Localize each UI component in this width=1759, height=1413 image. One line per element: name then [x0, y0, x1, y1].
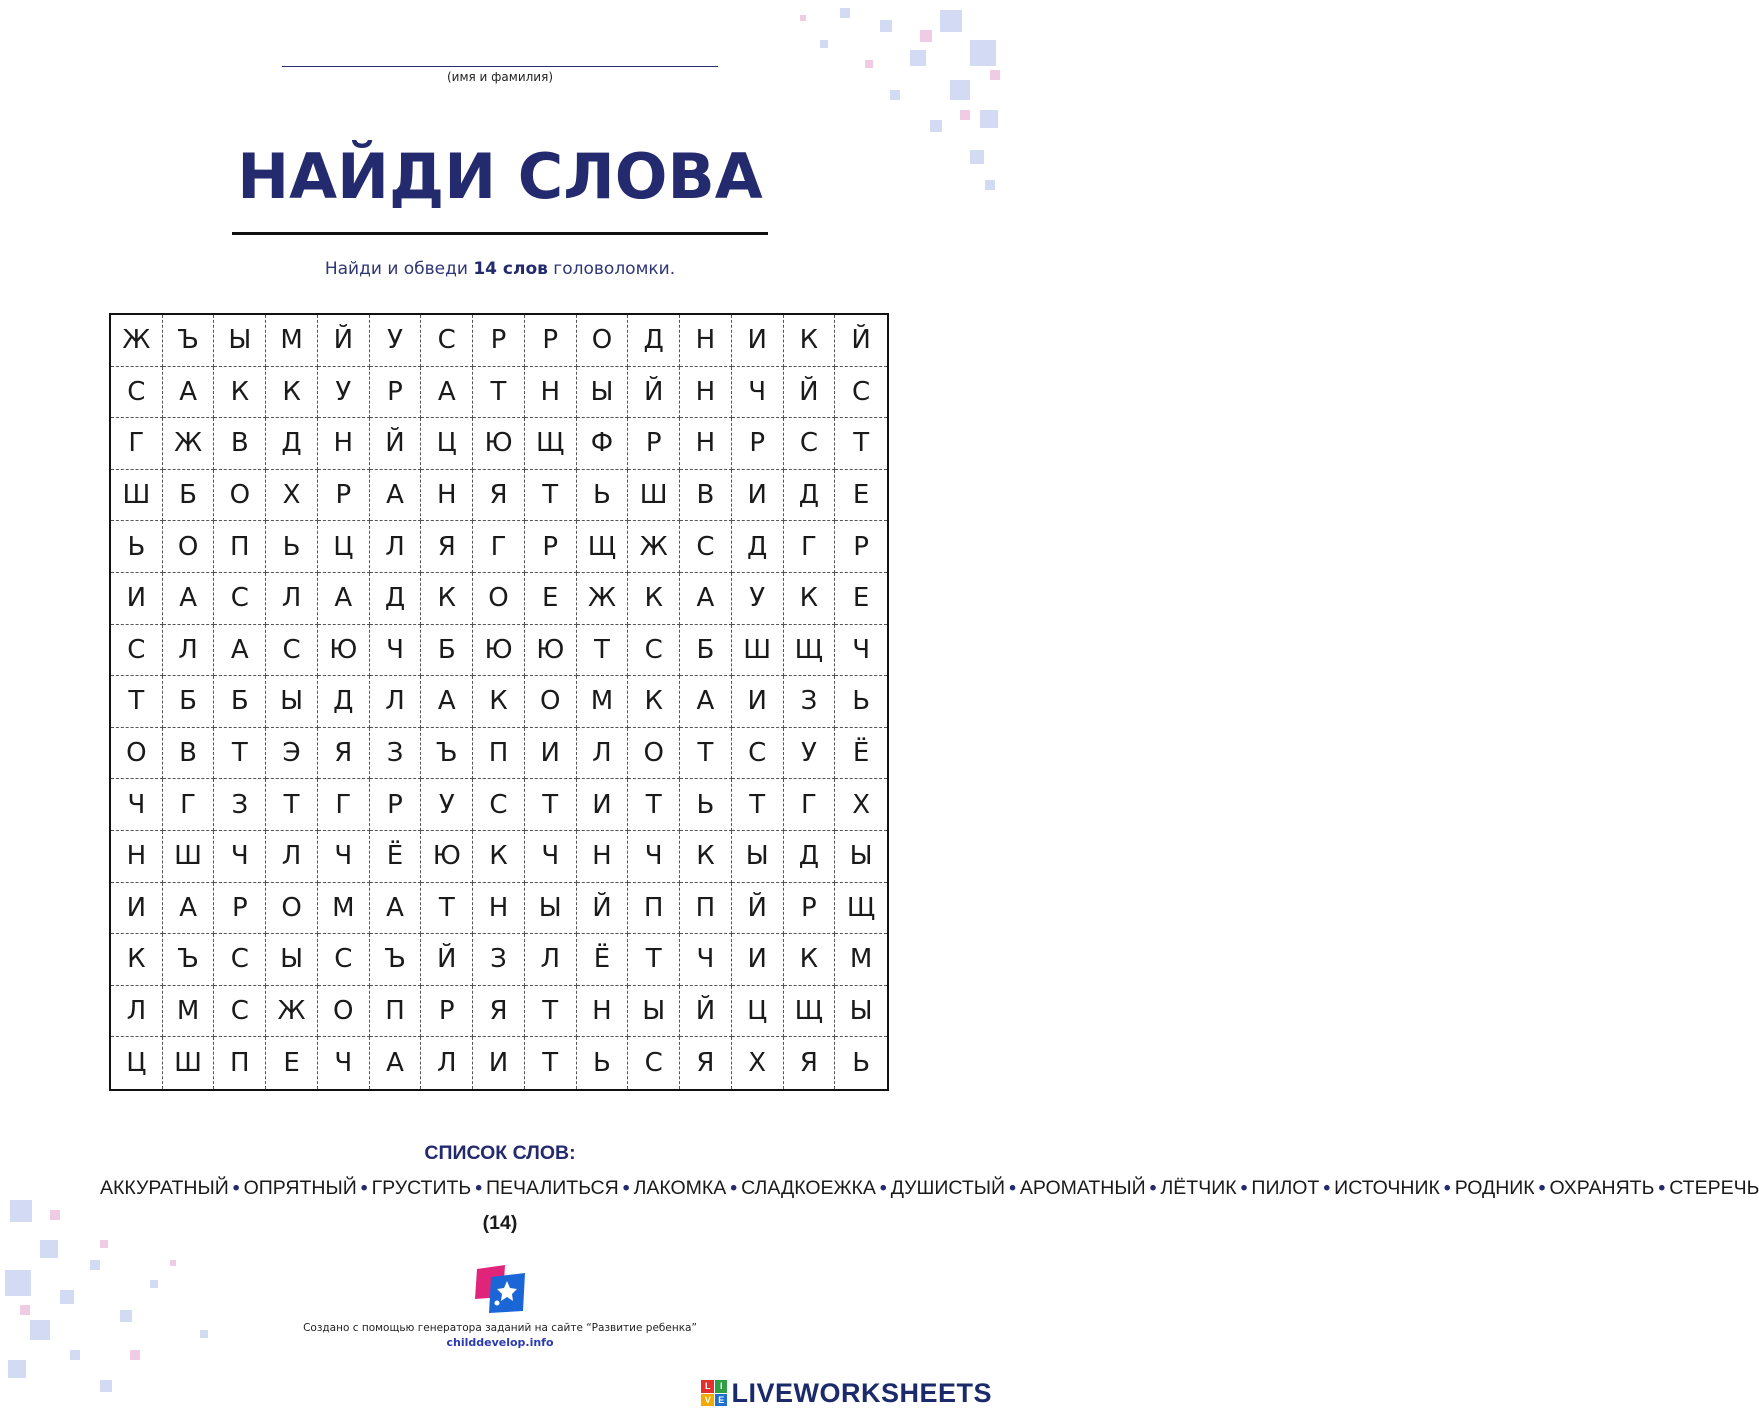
word-list-item: ОХРАНЯТЬ	[1549, 1177, 1655, 1199]
grid-cell[interactable]: А	[680, 676, 732, 728]
grid-cell[interactable]: Б	[163, 470, 215, 522]
grid-cell[interactable]: Н	[318, 418, 370, 470]
grid-cell[interactable]: О	[577, 315, 629, 367]
word-separator: •	[1009, 1177, 1016, 1199]
word-separator: •	[1323, 1177, 1331, 1199]
grid-cell[interactable]: О	[525, 676, 577, 728]
grid-cell[interactable]: Ы	[835, 831, 887, 883]
grid-cell[interactable]: Ч	[318, 1037, 370, 1089]
grid-cell[interactable]: А	[421, 676, 473, 728]
grid-cell[interactable]: Р	[370, 367, 422, 419]
grid-cell[interactable]: К	[628, 676, 680, 728]
grid-cell[interactable]: Л	[525, 934, 577, 986]
grid-cell[interactable]: Х	[835, 779, 887, 831]
grid-cell[interactable]: Е	[266, 1037, 318, 1089]
grid-cell[interactable]: Я	[473, 986, 525, 1038]
grid-cell[interactable]: Ж	[628, 521, 680, 573]
grid-cell[interactable]: Т	[421, 883, 473, 935]
grid-cell[interactable]: С	[784, 418, 836, 470]
grid-cell[interactable]: С	[835, 367, 887, 419]
liveworksheets-brand[interactable]	[701, 1376, 992, 1410]
grid-cell[interactable]: Х	[732, 1037, 784, 1089]
grid-cell[interactable]: Х	[266, 470, 318, 522]
grid-cell[interactable]: Ь	[577, 1037, 629, 1089]
grid-cell[interactable]: И	[577, 779, 629, 831]
grid-cell[interactable]: Ъ	[421, 728, 473, 780]
grid-cell[interactable]: Ч	[628, 831, 680, 883]
grid-cell[interactable]: М	[163, 986, 215, 1038]
grid-cell[interactable]: Й	[732, 883, 784, 935]
grid-cell[interactable]: М	[577, 676, 629, 728]
grid-cell[interactable]: Ё	[577, 934, 629, 986]
grid-cell[interactable]: А	[163, 573, 215, 625]
grid-cell[interactable]: К	[680, 831, 732, 883]
grid-cell[interactable]: Т	[111, 676, 163, 728]
grid-cell[interactable]: Я	[473, 470, 525, 522]
grid-cell[interactable]: Ж	[163, 418, 215, 470]
grid-cell[interactable]: О	[628, 728, 680, 780]
grid-cell[interactable]: Т	[473, 367, 525, 419]
grid-cell[interactable]: З	[214, 779, 266, 831]
name-caption: (имя и фамилия)	[446, 70, 553, 84]
grid-cell[interactable]: И	[732, 934, 784, 986]
grid-cell[interactable]: Я	[680, 1037, 732, 1089]
grid-cell[interactable]: К	[214, 367, 266, 419]
grid-cell[interactable]: Ч	[214, 831, 266, 883]
grid-cell[interactable]: О	[318, 986, 370, 1038]
grid-cell[interactable]: Ь	[111, 521, 163, 573]
grid-cell[interactable]: Л	[163, 625, 215, 677]
word-list-item: ПИЛОТ	[1251, 1177, 1320, 1199]
grid-cell[interactable]: Ш	[732, 625, 784, 677]
grid-cell[interactable]: Е	[525, 573, 577, 625]
grid-cell[interactable]: Л	[111, 986, 163, 1038]
grid-cell[interactable]: Н	[680, 418, 732, 470]
grid-cell[interactable]: И	[525, 728, 577, 780]
grid-cell[interactable]: Ж	[111, 315, 163, 367]
grid-cell[interactable]: У	[370, 315, 422, 367]
grid-cell[interactable]: С	[214, 573, 266, 625]
grid-cell[interactable]: О	[266, 883, 318, 935]
grid-cell[interactable]: П	[370, 986, 422, 1038]
word-list-item: ОПРЯТНЫЙ	[243, 1177, 357, 1199]
grid-cell[interactable]: Ю	[421, 831, 473, 883]
grid-cell[interactable]: Ц	[732, 986, 784, 1038]
grid-cell[interactable]: Ы	[732, 831, 784, 883]
grid-cell[interactable]: А	[214, 625, 266, 677]
grid-cell[interactable]: Т	[577, 625, 629, 677]
grid-cell[interactable]: Н	[473, 883, 525, 935]
grid-cell[interactable]: И	[111, 883, 163, 935]
grid-cell[interactable]: У	[732, 573, 784, 625]
grid-cell[interactable]: В	[680, 470, 732, 522]
grid-cell[interactable]: К	[421, 573, 473, 625]
grid-cell[interactable]: Ы	[266, 934, 318, 986]
grid-cell[interactable]: З	[473, 934, 525, 986]
grid-cell[interactable]: Я	[784, 1037, 836, 1089]
grid-cell[interactable]: Г	[111, 418, 163, 470]
grid-cell[interactable]: О	[163, 521, 215, 573]
grid-cell[interactable]: Л	[370, 676, 422, 728]
grid-cell[interactable]: С	[214, 986, 266, 1038]
grid-cell[interactable]: К	[628, 573, 680, 625]
word-list-item: АККУРАТНЫЙ	[100, 1177, 229, 1199]
grid-cell[interactable]: Ш	[628, 470, 680, 522]
word-separator: •	[360, 1177, 368, 1199]
grid-cell[interactable]: У	[421, 779, 473, 831]
grid-cell[interactable]: Ъ	[163, 315, 215, 367]
grid-cell[interactable]: П	[628, 883, 680, 935]
grid-cell[interactable]: Л	[577, 728, 629, 780]
grid-cell[interactable]: Н	[577, 831, 629, 883]
grid-cell[interactable]: А	[163, 367, 215, 419]
grid-cell[interactable]: Т	[525, 779, 577, 831]
grid-cell[interactable]: Й	[835, 315, 887, 367]
grid-cell[interactable]: С	[732, 728, 784, 780]
grid-cell[interactable]: М	[835, 934, 887, 986]
grid-cell[interactable]: Ч	[680, 934, 732, 986]
instruction-count: 14 слов	[473, 259, 548, 279]
grid-cell[interactable]: Р	[421, 986, 473, 1038]
grid-cell[interactable]: П	[214, 1037, 266, 1089]
credit-text: Создано с помощью генератора заданий на сайте “Развитие ребенка”	[303, 1322, 697, 1334]
word-list-item: ПЕЧАЛИТЬСЯ	[486, 1177, 619, 1199]
grid-cell[interactable]: Ж	[577, 573, 629, 625]
grid-cell[interactable]: Д	[628, 315, 680, 367]
grid-cell[interactable]: П	[680, 883, 732, 935]
grid-cell[interactable]: И	[732, 676, 784, 728]
grid-cell[interactable]: Д	[732, 521, 784, 573]
grid-cell[interactable]: Щ	[835, 883, 887, 935]
page-title: НАЙДИ СЛОВА	[237, 140, 763, 213]
word-list	[100, 1136, 1759, 1241]
grid-cell[interactable]: П	[473, 728, 525, 780]
grid-cell[interactable]: Т	[732, 779, 784, 831]
grid-cell[interactable]: А	[318, 573, 370, 625]
grid-cell[interactable]: К	[473, 676, 525, 728]
grid-cell[interactable]: Ч	[525, 831, 577, 883]
grid-cell[interactable]: Щ	[525, 418, 577, 470]
grid-cell[interactable]: С	[214, 934, 266, 986]
grid-cell[interactable]: В	[214, 418, 266, 470]
grid-cell[interactable]: Р	[525, 521, 577, 573]
grid-cell[interactable]: Ы	[577, 367, 629, 419]
grid-cell[interactable]: А	[370, 883, 422, 935]
grid-cell[interactable]: С	[473, 779, 525, 831]
grid-cell[interactable]: К	[473, 831, 525, 883]
grid-cell[interactable]: Ц	[318, 521, 370, 573]
grid-cell[interactable]: Ч	[370, 625, 422, 677]
grid-cell[interactable]: И	[111, 573, 163, 625]
grid-cell[interactable]: Г	[784, 779, 836, 831]
grid-cell[interactable]: Я	[421, 521, 473, 573]
grid-cell[interactable]: Р	[214, 883, 266, 935]
grid-cell[interactable]: А	[370, 470, 422, 522]
grid-cell[interactable]: Н	[525, 367, 577, 419]
grid-cell[interactable]: Е	[835, 573, 887, 625]
word-list-item: РОДНИК	[1454, 1177, 1535, 1199]
word-separator: •	[730, 1177, 738, 1199]
word-list-label: СПИСОК СЛОВ:	[424, 1142, 576, 1164]
grid-cell[interactable]: Ю	[473, 418, 525, 470]
grid-cell[interactable]: Ы	[214, 315, 266, 367]
grid-cell[interactable]: К	[266, 367, 318, 419]
grid-cell[interactable]: И	[732, 315, 784, 367]
grid-cell[interactable]: Ж	[266, 986, 318, 1038]
grid-cell[interactable]: Э	[266, 728, 318, 780]
badge-letter-l: L	[701, 1380, 714, 1393]
grid-cell[interactable]: Ч	[835, 625, 887, 677]
grid-cell[interactable]: К	[784, 573, 836, 625]
grid-cell[interactable]: Щ	[784, 625, 836, 677]
word-separator: •	[1240, 1177, 1248, 1199]
grid-cell[interactable]: Ы	[628, 986, 680, 1038]
grid-cell[interactable]: Ю	[473, 625, 525, 677]
grid-cell[interactable]: Л	[266, 831, 318, 883]
word-list-item: ИСТОЧНИК	[1334, 1177, 1440, 1199]
grid-cell[interactable]: П	[214, 521, 266, 573]
grid-cell[interactable]: Р	[318, 470, 370, 522]
grid-cell[interactable]: С	[421, 315, 473, 367]
grid-cell[interactable]: К	[784, 934, 836, 986]
grid-cell[interactable]: Ф	[577, 418, 629, 470]
grid-cell[interactable]: Ё	[370, 831, 422, 883]
grid-cell[interactable]: К	[111, 934, 163, 986]
grid-cell[interactable]: С	[628, 1037, 680, 1089]
grid-cell[interactable]: А	[421, 367, 473, 419]
grid-cell[interactable]: Й	[370, 418, 422, 470]
grid-cell[interactable]: М	[266, 315, 318, 367]
grid-cell[interactable]: Б	[680, 625, 732, 677]
grid-cell[interactable]: Р	[835, 521, 887, 573]
childdevelop-logo	[471, 1263, 529, 1315]
grid-cell[interactable]: Ъ	[163, 934, 215, 986]
grid-cell[interactable]: У	[784, 728, 836, 780]
grid-cell[interactable]: Й	[318, 315, 370, 367]
grid-cell[interactable]: Т	[525, 1037, 577, 1089]
grid-cell[interactable]: Н	[111, 831, 163, 883]
badge-letter-i: I	[715, 1380, 728, 1393]
grid-cell[interactable]: Щ	[784, 986, 836, 1038]
grid-cell[interactable]: Л	[266, 573, 318, 625]
word-list-item: ЛЁТЧИК	[1160, 1177, 1237, 1199]
word-separator: •	[1149, 1177, 1157, 1199]
grid-cell[interactable]: Р	[473, 315, 525, 367]
grid-cell[interactable]: Д	[784, 831, 836, 883]
word-separator: •	[475, 1177, 483, 1199]
word-separator: •	[879, 1177, 887, 1199]
grid-cell[interactable]: С	[318, 934, 370, 986]
word-list-item: ГРУСТИТЬ	[371, 1177, 472, 1199]
grid-cell[interactable]: Ы	[835, 986, 887, 1038]
grid-cell[interactable]: С	[111, 625, 163, 677]
grid-cell[interactable]: Ъ	[370, 934, 422, 986]
grid-cell[interactable]: О	[111, 728, 163, 780]
word-list-item: ДУШИСТЫЙ	[890, 1177, 1006, 1199]
grid-cell[interactable]: Б	[214, 676, 266, 728]
grid-cell[interactable]: Ч	[111, 779, 163, 831]
grid-cell[interactable]: Ч	[732, 367, 784, 419]
grid-cell[interactable]: Т	[628, 934, 680, 986]
grid-cell[interactable]: Д	[784, 470, 836, 522]
name-line	[282, 66, 718, 67]
word-separator: •	[622, 1177, 630, 1199]
grid-cell[interactable]: Ь	[577, 470, 629, 522]
grid-cell[interactable]: И	[732, 470, 784, 522]
grid-cell[interactable]: Г	[318, 779, 370, 831]
title-divider	[232, 232, 768, 235]
grid-cell[interactable]: Е	[835, 470, 887, 522]
grid-cell[interactable]: Ч	[318, 831, 370, 883]
grid-cell[interactable]: Т	[266, 779, 318, 831]
grid-cell[interactable]: Т	[525, 470, 577, 522]
word-search-grid	[109, 313, 889, 1091]
grid-cell[interactable]: А	[370, 1037, 422, 1089]
grid-cell[interactable]: А	[680, 573, 732, 625]
grid-cell[interactable]: Т	[835, 418, 887, 470]
word-separator: •	[1538, 1177, 1546, 1199]
grid-cell[interactable]: Ю	[525, 625, 577, 677]
grid-cell[interactable]: Ь	[835, 676, 887, 728]
grid-cell[interactable]: С	[680, 521, 732, 573]
grid-cell[interactable]: Н	[421, 470, 473, 522]
word-list-item: СТЕРЕЧЬ	[1669, 1177, 1759, 1199]
grid-cell[interactable]: Н	[680, 315, 732, 367]
grid-cell[interactable]: Т	[628, 779, 680, 831]
grid-cell[interactable]: У	[318, 367, 370, 419]
grid-cell[interactable]: Р	[525, 315, 577, 367]
grid-cell[interactable]: О	[473, 573, 525, 625]
grid-cell[interactable]: Щ	[577, 521, 629, 573]
grid-cell[interactable]: Н	[577, 986, 629, 1038]
grid-cell[interactable]: Р	[628, 418, 680, 470]
grid-cell[interactable]: С	[266, 625, 318, 677]
word-separator: •	[1658, 1177, 1666, 1199]
grid-cell[interactable]: С	[628, 625, 680, 677]
grid-cell[interactable]: Т	[525, 986, 577, 1038]
grid-cell[interactable]: Г	[784, 521, 836, 573]
grid-cell[interactable]: В	[163, 728, 215, 780]
instruction-prefix: Найди и обведи	[324, 259, 468, 279]
word-count: (14)	[482, 1212, 518, 1234]
grid-cell[interactable]: Ы	[525, 883, 577, 935]
word-separator: •	[232, 1177, 240, 1199]
word-list-item: ЛАКОМКА	[633, 1177, 727, 1199]
grid-cell[interactable]: Й	[680, 986, 732, 1038]
grid-cell[interactable]: Й	[784, 367, 836, 419]
grid-cell[interactable]: Г	[163, 779, 215, 831]
badge-letter-e: E	[715, 1394, 728, 1407]
grid-cell[interactable]: О	[214, 470, 266, 522]
grid-cell[interactable]: Р	[784, 883, 836, 935]
grid-cell[interactable]: Ш	[163, 1037, 215, 1089]
grid-cell[interactable]: Я	[318, 728, 370, 780]
grid-cell[interactable]: Г	[473, 521, 525, 573]
instruction-suffix: головоломки.	[553, 259, 676, 279]
badge-letter-v: V	[701, 1394, 714, 1407]
liveworksheets-name: LIVEWORKSHEETS	[731, 1377, 992, 1408]
grid-cell[interactable]: Ш	[111, 470, 163, 522]
grid-cell[interactable]: Ь	[266, 521, 318, 573]
grid-cell[interactable]: Р	[370, 779, 422, 831]
grid-cell[interactable]: Ь	[680, 779, 732, 831]
grid-cell[interactable]: И	[473, 1037, 525, 1089]
grid-cell[interactable]: М	[318, 883, 370, 935]
grid-cell[interactable]: Б	[163, 676, 215, 728]
grid-cell[interactable]: Л	[421, 1037, 473, 1089]
grid-cell[interactable]: Ц	[111, 1037, 163, 1089]
grid-cell[interactable]: Й	[577, 883, 629, 935]
grid-cell[interactable]: Ь	[852, 1048, 871, 1079]
word-separator: •	[1443, 1177, 1451, 1199]
word-list-item: АРОМАТНЫЙ	[1019, 1177, 1146, 1199]
grid-cell[interactable]: Т	[214, 728, 266, 780]
grid-cell[interactable]: Ю	[318, 625, 370, 677]
grid-cell[interactable]: Д	[370, 573, 422, 625]
grid-cell[interactable]: Ё	[835, 728, 887, 780]
grid-cell[interactable]: З	[784, 676, 836, 728]
site-link[interactable]: childdevelop.info	[446, 1336, 554, 1349]
grid-cell[interactable]: Й	[628, 367, 680, 419]
grid-cell[interactable]: Й	[421, 934, 473, 986]
grid-cell[interactable]: Н	[680, 367, 732, 419]
grid-cell[interactable]: Б	[421, 625, 473, 677]
grid-cell[interactable]: Ы	[266, 676, 318, 728]
grid-cell[interactable]: Л	[370, 521, 422, 573]
grid-cell[interactable]: С	[111, 367, 163, 419]
instruction	[0, 259, 1000, 279]
grid-cell[interactable]: Р	[732, 418, 784, 470]
grid-cell[interactable]: Ц	[421, 418, 473, 470]
word-list-item: СЛАДКОЕЖКА	[741, 1177, 876, 1199]
grid-cell[interactable]: Д	[266, 418, 318, 470]
grid-cell[interactable]: Д	[318, 676, 370, 728]
grid-cell[interactable]: Ш	[163, 831, 215, 883]
grid-cell[interactable]: Т	[680, 728, 732, 780]
grid-cell[interactable]: А	[163, 883, 215, 935]
liveworksheets-badge-icon	[701, 1380, 727, 1406]
grid-cell[interactable]: К	[784, 315, 836, 367]
grid-cell[interactable]: З	[370, 728, 422, 780]
